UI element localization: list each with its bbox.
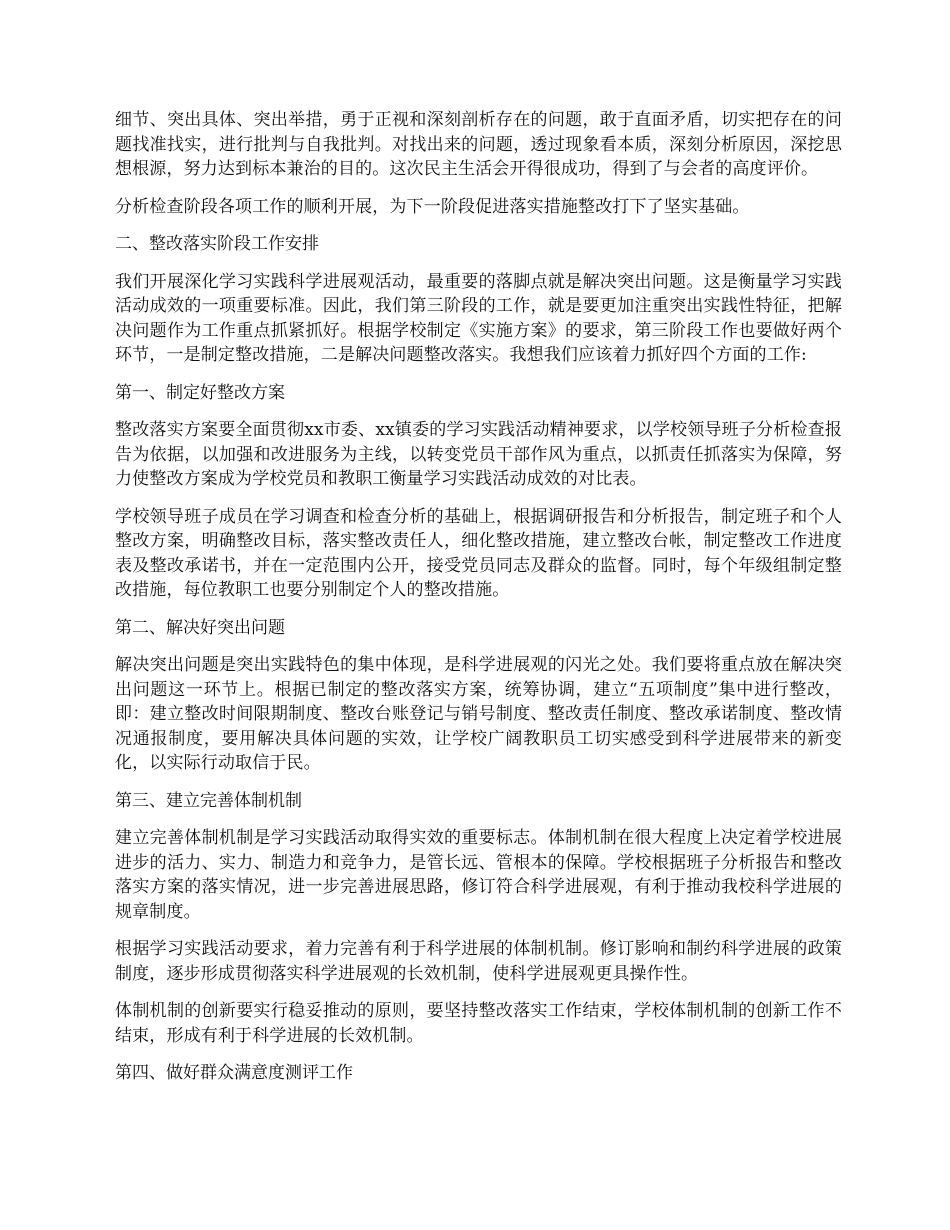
subsection-heading: 第二、解决好突出问题 xyxy=(115,617,285,638)
paragraph: 建立完善体制机制是学习实践活动取得实效的重要标志。体制机制在很大程度上决定着学校进展进步的活力、实力、制造力和竞争力，是管长远、管根本的保障。学校根据班子分析报告和整改落实方案的落实情况，进一步完善进展思路，修订符合科学进展观，有利于推动我校科学进展的规章制度。 xyxy=(115,828,842,922)
paragraph: 我们开展深化学习实践科学进展观活动，最重要的落脚点就是解决突出问题。这是衡量学习实践活动成效的一项重要标准。因此，我们第三阶段的工作，就是要更加注重突出实践性特征，把解决问题作为工作重点抓紧抓好。根据学校制定《实施方案》的要求，第三阶段工作也要做好两个环节，一是制定整改措施，二是解决问题整改落实。我想我们应该着力抓好四个方面的工作: xyxy=(115,271,842,365)
paragraph: 根据学习实践活动要求，着力完善有利于科学进展的体制机制。修订影响和制约科学进展的政策制度，逐步形成贯彻落实科学进展观的长效机制，使科学进展观更具操作性。 xyxy=(115,939,842,984)
paragraph: 解决突出问题是突出实践特色的集中体现，是科学进展观的闪光之处。我们要将重点放在解决突出问题这一环节上。根据已制定的整改落实方案，统筹协调，建立“五项制度”集中进行整改，即：建立整改时间限期制度、整改台账登记与销号制度、整改责任制度、整改承诺制度、整改情况通报制度，要用解决具体问题的实效，让学校广阔教职员工切实感受到科学进展带来的新变化，以实际行动取信于民。 xyxy=(115,655,842,773)
paragraph: 体制机制的创新要实行稳妥推动的原则，要坚持整改落实工作结束，学校体制机制的创新工作不结束，形成有利于科学进展的长效机制。 xyxy=(115,1001,842,1046)
paragraph: 细节、突出具体、突出举措，勇于正视和深刻剖析存在的问题，敢于直面矛盾，切实把存在的问题找准找实，进行批判与自我批判。对找出来的问题，透过现象看本质，深刻分析原因，深挖思想根源，努力达到标本兼治的目的。这次民主生活会开得很成功，得到了与会者的高度评价。 xyxy=(115,110,842,179)
subsection-heading: 第一、制定好整改方案 xyxy=(115,382,285,403)
subsection-heading: 第三、建立完善体制机制 xyxy=(115,790,302,811)
section-heading: 二、整改落实阶段工作安排 xyxy=(115,234,319,254)
paragraph: 学校领导班子成员在学习调查和检查分析的基础上，根据调研报告和分析报告，制定班子和个人整改方案，明确整改目标，落实整改责任人，细化整改措施，建立整改台帐，制定整改工作进度表及整改承诺书，并在一定范围内公开，接受党员同志及群众的监督。同时，每个年级组制定整改措施，每位教职工也要分别制定个人的整改措施。 xyxy=(115,506,842,600)
paragraph: 分析检查阶段各项工作的顺利开展，为下一阶段促进落实措施整改打下了坚实基础。 xyxy=(115,196,750,217)
subsection-heading: 第四、做好群众满意度测评工作 xyxy=(115,1063,353,1083)
paragraph: 整改落实方案要全面贯彻xx市委、xx镇委的学习实践活动精神要求，以学校领导班子分析检查报告为依据，以加强和改进服务为主线，以转变党员干部作风为重点，以抓责任抓落实为保障，努力使整改方案成为学校党员和教职工衡量学习实践活动成效的对比表。 xyxy=(115,420,842,489)
